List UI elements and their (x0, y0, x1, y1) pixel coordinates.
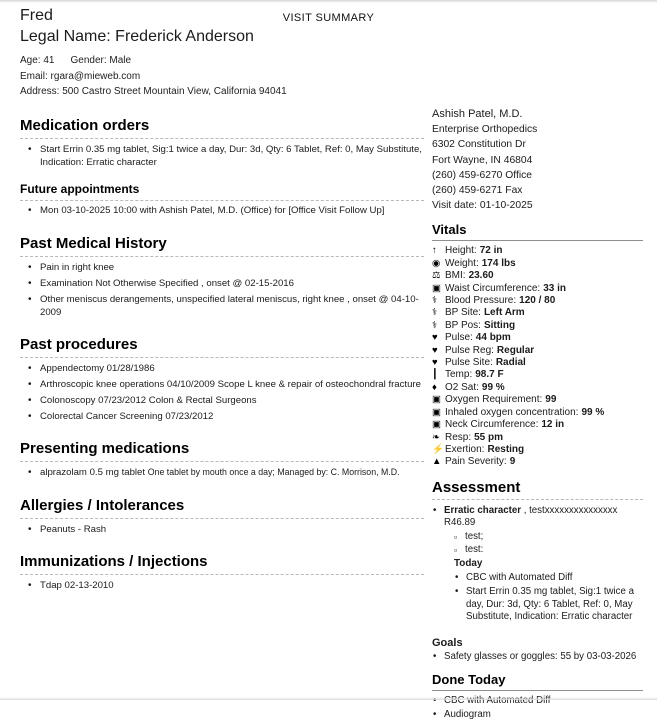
past-procedures-list (20, 362, 424, 423)
vital-row (432, 320, 643, 332)
allergies-list (20, 523, 424, 536)
today-list (444, 572, 643, 623)
patient-address: Address: 500 Castro Street Mountain View, California 94041 (20, 86, 287, 97)
patient-age: Age: 41 (20, 55, 55, 66)
medical-bag-icon: ▣ (432, 419, 441, 431)
list-item: • Audiogram (432, 709, 643, 721)
vital-value: Sitting (483, 319, 516, 331)
patient-gender: Gender: Male (70, 55, 132, 66)
vitals-list (432, 245, 643, 468)
vital-value: 99 (545, 394, 557, 406)
vital-value: 120 / 80 (519, 295, 556, 307)
list-item: • Arthroscopic knee operations 04/10/2009 Scope L knee & repair of osteochondral fracture (20, 378, 424, 391)
vital-row (432, 245, 643, 257)
vital-label: Blood Pressure: (445, 295, 517, 307)
vital-value: 55 pm (474, 431, 504, 443)
list-item: • Colorectal Cancer Screening 07/23/2012 (20, 410, 424, 423)
vital-row (432, 258, 643, 270)
vital-label: Neck Circumference: (445, 419, 539, 431)
provider-address-line2: Fort Wayne, IN 46804 (432, 154, 533, 166)
list-item: • CBC with Automated Diff (432, 695, 643, 707)
section-title-allergies: Allergies / Intolerances (20, 497, 424, 519)
vital-row (432, 369, 643, 381)
vital-label: Inhaled oxygen concentration: (445, 406, 579, 418)
medical-bag-icon: ▣ (432, 394, 441, 406)
left-column (20, 5, 424, 595)
list-item: • Pain in right knee (20, 261, 424, 274)
vital-value: Regular (496, 344, 535, 356)
droplet-icon: ♦ (432, 381, 437, 393)
vital-row (432, 382, 643, 394)
section-title-presenting-medications: Presenting medications (20, 440, 424, 462)
section-title-immunizations: Immunizations / Injections (20, 553, 424, 575)
past-medical-history-list (20, 261, 424, 320)
list-item: • Other meniscus derangements, unspecified lateral meniscus, right knee , onset @ 04-10-2009 (20, 293, 424, 320)
vital-row (432, 357, 643, 369)
list-item: • Colonoscopy 07/23/2012 Colon & Rectal Surgeons (20, 394, 424, 407)
vital-row (432, 332, 643, 344)
vital-value: 23.60 (468, 270, 494, 282)
heart-icon: ♥ (432, 357, 438, 369)
section-title-vitals: Vitals (432, 222, 643, 241)
medication-detail: One tablet by mouth once a day; Managed by: C. Morrison, M.D. (147, 467, 400, 478)
provider-practice: Enterprise Orthopedics (432, 124, 538, 136)
vital-row (432, 444, 643, 456)
diagnosis-code: R46.89 (444, 516, 476, 528)
arrow-up-icon: ↑ (432, 245, 437, 257)
today-label: Today (454, 557, 483, 569)
vital-label: BMI: (445, 270, 466, 282)
goals-list (432, 651, 643, 663)
list-item (20, 466, 424, 479)
vital-label: Height: (445, 245, 477, 257)
vital-row (432, 407, 643, 419)
list-item: • Start Errin 0.35 mg tablet, Sig:1 twice a day, Dur: 3d, Qty: 6 Tablet, Ref: 0, May Substitute, Indication: Erratic character (454, 586, 643, 623)
provider-address-line1: 6302 Constitution Dr (432, 139, 526, 151)
vital-label: BP Site: (445, 307, 481, 319)
vital-row (432, 345, 643, 357)
assessment-item (432, 505, 643, 623)
vital-value: 98.7 F (475, 369, 504, 381)
medication-name: alprazolam 0.5 mg tablet (40, 467, 146, 479)
vital-value: 72 in (479, 245, 503, 257)
diagnosis-name: Erratic character (444, 504, 522, 516)
list-item: • CBC with Automated Diff (454, 572, 643, 584)
vital-label: Waist Circumference: (445, 282, 541, 294)
weight-scale-icon: ◉ (432, 257, 441, 269)
page-title: VISIT SUMMARY (282, 12, 375, 24)
vital-label: Pulse: (445, 332, 473, 344)
presenting-medications-list (20, 466, 424, 479)
lightning-bolt-icon: ⚡ (432, 443, 444, 455)
thermometer-icon: ┃ (432, 369, 438, 381)
visit-date: Visit date: 01-10-2025 (432, 200, 533, 212)
vital-label: Temp: (445, 369, 473, 381)
vital-label: Exertion: (445, 443, 485, 455)
provider-name: Ashish Patel, M.D. (432, 108, 523, 120)
vital-row (432, 295, 643, 307)
medical-bag-icon: ▣ (432, 282, 441, 294)
section-title-assessment: Assessment (432, 479, 643, 500)
vital-value: 99 % (481, 381, 505, 393)
list-item: • Safety glasses or goggles: 55 by 03-03-2026 (432, 651, 643, 663)
list-item: ▫ test: (454, 544, 643, 556)
vital-label: O2 Sat: (445, 381, 479, 393)
assessment-sublist (444, 531, 643, 556)
balance-scale-icon: ⚖ (432, 270, 441, 282)
list-item: • Mon 03-10-2025 10:00 with Ashish Patel, M.D. (Office) for [Office Visit Follow Up] (20, 204, 424, 217)
vital-label: Pulse Reg: (445, 344, 494, 356)
assessment-list (432, 505, 643, 623)
heart-icon: ♥ (432, 344, 438, 356)
vital-label: BP Pos: (445, 319, 481, 331)
done-today-list (432, 695, 643, 721)
right-column (432, 107, 643, 724)
vital-label: Weight: (445, 257, 479, 269)
vital-row (432, 307, 643, 319)
section-title-medication-orders: Medication orders (20, 117, 424, 139)
heart-icon: ♥ (432, 332, 438, 344)
warning-icon: ▲ (432, 456, 442, 468)
vital-row (432, 270, 643, 282)
section-title-done-today: Done Today (432, 672, 643, 691)
vital-label: Resp: (445, 431, 472, 443)
provider-fax: (260) 459-6271 Fax (432, 185, 523, 197)
list-item: • Examination Not Otherwise Specified , onset @ 02-15-2016 (20, 277, 424, 290)
provider-block (432, 107, 643, 213)
patient-age-gender-row (20, 53, 424, 69)
vital-row (432, 456, 643, 468)
section-title-past-procedures: Past procedures (20, 336, 424, 358)
vital-value: 33 in (543, 282, 567, 294)
vital-row (432, 432, 643, 444)
future-appointments-list (20, 204, 424, 217)
vital-value: 9 (509, 456, 516, 468)
list-item: ▫ test; (454, 531, 643, 543)
section-title-goals: Goals (432, 636, 463, 649)
stethoscope-icon: ⚕ (432, 295, 438, 307)
provider-phone: (260) 459-6270 Office (432, 169, 532, 181)
vital-value: 174 lbs (481, 257, 516, 269)
patient-legal-name: Legal Name: Frederick Anderson (20, 28, 254, 45)
vital-value: 44 bpm (475, 332, 511, 344)
vital-value: Left Arm (483, 307, 525, 319)
diagnosis-note: , testxxxxxxxxxxxxxxx (521, 504, 618, 516)
vital-row (432, 394, 643, 406)
vital-row (432, 419, 643, 431)
patient-email: Email: rgara@mieweb.com (20, 70, 141, 82)
vital-value: 99 % (581, 406, 605, 418)
medical-bag-icon: ▣ (432, 406, 441, 418)
patient-name: Fred (20, 7, 53, 24)
vital-label: Pulse Site: (445, 357, 493, 369)
list-item: • Peanuts - Rash (20, 523, 424, 536)
stethoscope-icon: ⚕ (432, 319, 438, 331)
section-title-past-medical-history: Past Medical History (20, 235, 424, 257)
vital-value: 12 in (541, 419, 565, 431)
list-item: • Tdap 02-13-2010 (20, 579, 424, 592)
vital-label: Oxygen Requirement: (445, 394, 543, 406)
vital-label: Pain Severity: (445, 456, 507, 468)
section-title-future-appointments: Future appointments (20, 182, 424, 201)
vital-value: Resting (487, 443, 525, 455)
leaf-icon: ❧ (432, 431, 440, 443)
list-item: • Appendectomy 01/28/1986 (20, 362, 424, 375)
list-item: • Start Errin 0.35 mg tablet, Sig:1 twice a day, Dur: 3d, Qty: 6 Tablet, Ref: 0, May Substitute, Indication: Erratic character (20, 143, 424, 170)
stethoscope-icon: ⚕ (432, 307, 438, 319)
vital-row (432, 283, 643, 295)
medication-orders-list (20, 143, 424, 170)
immunizations-list (20, 579, 424, 592)
vital-value: Radial (495, 357, 526, 369)
